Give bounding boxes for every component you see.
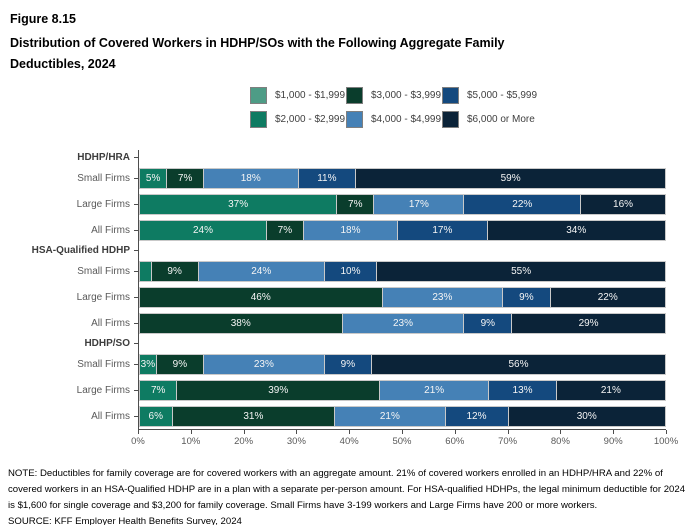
stacked-bar (139, 261, 666, 282)
figure-title-line-1: Distribution of Covered Workers in HDHP/SOs with the Following Aggregate Family (10, 36, 505, 50)
x-tick-label: 10% (181, 436, 201, 447)
stacked-bar (139, 220, 666, 241)
bar-segment-value: 21% (600, 384, 621, 396)
x-tick (613, 430, 614, 434)
bar-segment-value: 9% (172, 358, 188, 370)
chart-rows (8, 150, 666, 429)
bar-segment (382, 288, 503, 307)
x-axis (131, 429, 679, 450)
note-text: NOTE: Deductibles for family coverage are for covered workers with an aggregate amount. 21% of covered workers enrolled in an HDHP/HRA and 22% of covered workers in an HSA-Qualified HDHP are in a plan with a separate per-person amount. For HSA-qualified HDHPs, the legal minimum deductible for 2024 is $1,600 for single coverage and $3,200 for family coverage. Small Firms have 3-199 workers and Large Firms have 200 or more workers. (8, 468, 686, 511)
row-label: Large Firms (76, 384, 130, 396)
legend-column (442, 87, 537, 128)
group-row (8, 150, 666, 165)
bar-segment-value: 18% (340, 224, 361, 236)
row-label: Small Firms (77, 172, 130, 184)
bar-segment-value: 38% (230, 317, 251, 329)
x-tick (455, 430, 456, 434)
bar-segment (203, 169, 298, 188)
bar-segment-value: 24% (192, 224, 213, 236)
bar-segment (373, 195, 463, 214)
bar-area (138, 165, 666, 191)
x-tick (508, 430, 509, 434)
figure-header (0, 0, 698, 75)
bar-segment-value: 10% (340, 265, 361, 277)
bar-segment-value: 29% (578, 317, 599, 329)
x-tick-label: 40% (339, 436, 359, 447)
bar-segment (140, 355, 156, 374)
bar-area (138, 284, 666, 310)
bar-area (138, 258, 666, 284)
bar-segment-value: 9% (340, 358, 356, 370)
bar-segment (166, 169, 203, 188)
bar-segment (463, 314, 511, 333)
x-tick (349, 430, 350, 434)
x-tick-label: 80% (550, 436, 570, 447)
row-label: All Firms (91, 317, 130, 329)
stacked-bar (139, 194, 666, 215)
stacked-bar (139, 287, 666, 308)
bar-segment-value: 24% (251, 265, 272, 277)
stacked-bar (139, 406, 666, 427)
bar-segment (556, 381, 665, 400)
stacked-bar (139, 168, 666, 189)
bar-segment-value: 6% (148, 410, 163, 422)
bar-segment-value: 7% (348, 198, 363, 210)
bar-segment (172, 407, 335, 426)
bar-segment (176, 381, 379, 400)
x-tick-label: 50% (392, 436, 412, 447)
legend-item (346, 111, 442, 128)
bar-area (138, 191, 666, 217)
bar-segment-value: 9% (167, 265, 182, 277)
bar-segment-value: 37% (228, 198, 249, 210)
bar-segment (550, 288, 666, 307)
bar-segment (397, 221, 486, 240)
bar-segment-value: 59% (500, 172, 521, 184)
bar-row (8, 284, 666, 310)
bar-segment-value: 23% (432, 291, 453, 303)
legend-item (250, 111, 346, 128)
bar-area (138, 351, 666, 377)
bar-segment-value: 7% (177, 172, 193, 184)
bar-segment-value: 23% (253, 358, 274, 370)
legend-column (346, 87, 442, 128)
axis-spine-segment (138, 336, 666, 351)
bar-segment (355, 169, 665, 188)
bar-area (138, 377, 666, 403)
bar-segment (324, 262, 377, 281)
legend-item (442, 111, 537, 128)
bar-segment (203, 355, 324, 374)
bar-segment (151, 262, 198, 281)
bar-row (8, 351, 666, 377)
legend-swatch-icon (250, 87, 267, 104)
bar-segment (198, 262, 324, 281)
legend-item (250, 87, 346, 104)
legend-item (442, 87, 537, 104)
x-tick-label: 30% (286, 436, 306, 447)
legend-swatch-icon (442, 111, 459, 128)
group-label: HDHP/SO (84, 338, 130, 349)
bar-segment (488, 381, 556, 400)
legend-label: $4,000 - $4,999 (371, 114, 442, 125)
bar-segment (140, 221, 266, 240)
x-tick-label: 60% (445, 436, 465, 447)
legend-swatch-icon (442, 87, 459, 104)
bar-segment (487, 221, 666, 240)
bar-segment (379, 381, 488, 400)
x-tick (560, 430, 561, 434)
bar-segment-value: 31% (243, 410, 264, 422)
stacked-bar (139, 354, 666, 375)
bar-segment (334, 407, 444, 426)
row-label: All Firms (91, 410, 130, 422)
bar-segment-value: 39% (268, 384, 289, 396)
bar-segment-value: 7% (150, 384, 166, 396)
bar-segment-value: 3% (140, 358, 156, 370)
legend-swatch-icon (250, 111, 267, 128)
group-label: HSA-Qualified HDHP (31, 245, 130, 256)
x-tick (296, 430, 297, 434)
bar-segment (508, 407, 666, 426)
bar-row (8, 217, 666, 243)
bar-row (8, 258, 666, 284)
group-label: HDHP/HRA (77, 152, 130, 163)
figure-number: Figure 8.15 (10, 12, 76, 26)
bar-segment (140, 314, 342, 333)
bar-segment (156, 355, 203, 374)
bar-segment-value: 9% (519, 291, 534, 303)
x-tick (244, 430, 245, 434)
bar-segment-value: 30% (576, 410, 597, 422)
chart-legend (250, 87, 698, 128)
bar-segment-value: 34% (566, 224, 587, 236)
bar-segment (371, 355, 665, 374)
bar-segment-value: 21% (379, 410, 400, 422)
bar-segment-value: 17% (432, 224, 453, 236)
row-label: All Firms (91, 224, 130, 236)
x-tick-label: 20% (234, 436, 254, 447)
bar-row (8, 377, 666, 403)
bar-segment-value: 23% (392, 317, 413, 329)
x-tick (191, 430, 192, 434)
bar-area (138, 310, 666, 336)
bar-segment (342, 314, 464, 333)
bar-segment-value: 46% (250, 291, 271, 303)
bar-segment-value: 56% (508, 358, 529, 370)
x-tick (138, 430, 139, 434)
bar-row (8, 191, 666, 217)
bar-segment (463, 195, 580, 214)
group-row (8, 243, 666, 258)
x-tick-label: 0% (131, 436, 145, 447)
x-tick-label: 70% (498, 436, 518, 447)
stacked-bar-chart (8, 150, 679, 450)
stacked-bar (139, 380, 666, 401)
bar-segment (324, 355, 371, 374)
legend-swatch-icon (346, 111, 363, 128)
bar-segment (140, 381, 176, 400)
bar-segment-value: 17% (408, 198, 429, 210)
bar-area (138, 403, 666, 429)
bar-segment (376, 262, 665, 281)
x-tick-label: 90% (603, 436, 623, 447)
bar-segment-value: 7% (277, 224, 293, 236)
legend-label: $1,000 - $1,999 (275, 90, 346, 101)
bar-segment (140, 407, 172, 426)
bar-area (138, 217, 666, 243)
bar-segment (511, 314, 665, 333)
stacked-bar (139, 313, 666, 334)
bar-segment (445, 407, 508, 426)
figure-title-line-2: Deductibles, 2024 (10, 57, 116, 71)
source-text: SOURCE: KFF Employer Health Benefits Survey, 2024 (8, 516, 242, 525)
legend-item (346, 87, 442, 104)
bar-segment (502, 288, 549, 307)
legend-label: $6,000 or More (467, 114, 535, 125)
legend-label: $3,000 - $3,999 (371, 90, 442, 101)
bar-segment-value: 22% (512, 198, 533, 210)
bar-segment-value: 5% (145, 172, 161, 184)
bar-segment-value: 12% (466, 410, 487, 422)
group-row (8, 336, 666, 351)
row-label: Large Firms (76, 291, 130, 303)
bar-row (8, 310, 666, 336)
bar-segment (336, 195, 373, 214)
bar-segment (140, 262, 151, 281)
bar-row (8, 165, 666, 191)
bar-segment (303, 221, 398, 240)
row-label: Small Firms (77, 265, 130, 277)
x-tick (666, 430, 667, 434)
legend-column (250, 87, 346, 128)
bar-segment (140, 195, 336, 214)
legend-label: $2,000 - $2,999 (275, 114, 346, 125)
bar-segment-value: 9% (480, 317, 496, 329)
row-label: Large Firms (76, 198, 130, 210)
legend-label: $5,000 - $5,999 (467, 90, 538, 101)
bar-segment (140, 169, 166, 188)
axis-spine-segment (138, 243, 666, 258)
x-tick-label: 100% (653, 436, 679, 447)
bar-segment-value: 13% (512, 384, 533, 396)
bar-row (8, 403, 666, 429)
x-tick (402, 430, 403, 434)
bar-segment (298, 169, 356, 188)
bar-segment-value: 18% (240, 172, 261, 184)
bar-segment-value: 21% (424, 384, 445, 396)
row-label: Small Firms (77, 358, 130, 370)
axis-spine-segment (138, 150, 666, 165)
legend-swatch-icon (346, 87, 363, 104)
bar-segment (580, 195, 665, 214)
bar-segment-value: 55% (511, 265, 532, 277)
bar-segment (266, 221, 303, 240)
bar-segment (140, 288, 382, 307)
bar-segment-value: 16% (613, 198, 634, 210)
bar-segment-value: 22% (597, 291, 618, 303)
bar-segment-value: 11% (317, 172, 337, 184)
